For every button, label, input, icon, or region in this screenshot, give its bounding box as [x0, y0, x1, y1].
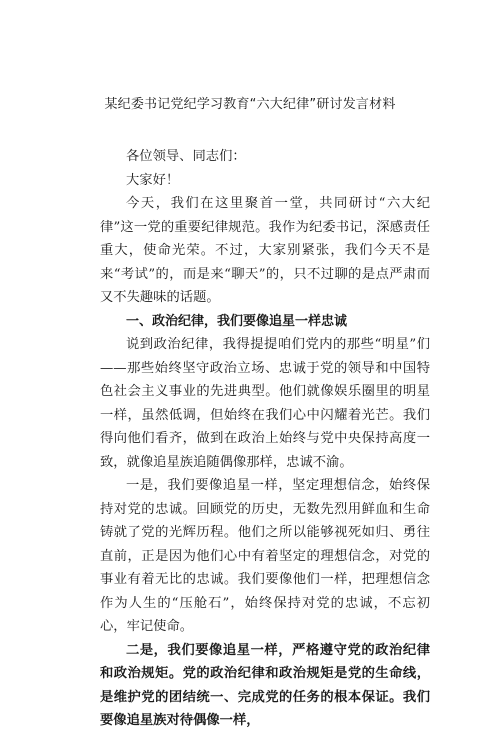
- salutation: 各位领导、同志们：: [126, 149, 246, 164]
- document-title: 某纪委书记党纪学习教育“六大纪律”研讨发言材料: [104, 97, 396, 112]
- paragraph-intro: 今天，我们在这里聚首一堂，共同研讨“六大纪律”这一党的重要纪律规范。我作为纪委书记，深感责任重大，使命光荣。不过，大家别紧张，我们今天不是来“考试”的，而是来“聊天”的，只不过聊的是点严肃而又不失趣味的话题。: [100, 196, 430, 305]
- section-heading: 一、政治纪律，我们要像追星一样忠诚: [126, 313, 348, 329]
- greeting: 大家好！: [126, 172, 180, 188]
- paragraph-point-two: 二是，我们要像追星一样，严格遵守党的政治纪律和政治规矩。党的政治纪律和政治规矩是党的生命线，是维护党的团结统一、完成党的任务的根本保证。我们要像追星族对待偶像一样，: [100, 642, 430, 728]
- paragraph-point-one: 一是，我们要像追星一样，坚定理想信念，始终保持对党的忠诚。回顾党的历史，无数先烈用鲜血和生命铸就了党的光辉历程。他们之所以能够视死如归、勇往直前，正是因为他们心中有着坚定的理想信念，对党的事业有着无比的忠诚。我们要像他们一样，把理想信念作为人生的“压舱石”，始终保持对党的忠诚，不忘初心，牢记使命。: [100, 478, 430, 634]
- paragraph-political-discipline: 说到政治纪律，我得提提咱们党内的那些“明星”们——那些始终坚守政治立场、忠诚于党的领导和中国特色社会主义事业的先进典型。他们就像娱乐圈里的明星一样，虽然低调，但始终在我们心中闪耀着光芒。我们得向他们看齐，做到在政治上始终与党中央保持高度一致，就像追星族追随偶像那样，忠诚不渝。: [100, 337, 430, 470]
- document-body: [100, 145, 430, 733]
